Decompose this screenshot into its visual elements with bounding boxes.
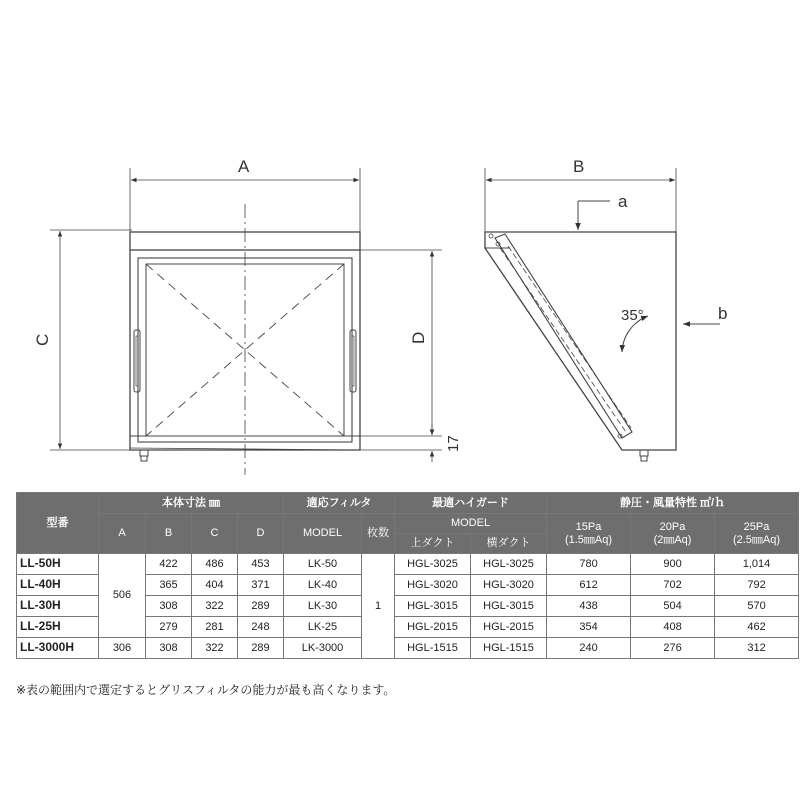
header-model: 型番: [17, 493, 99, 554]
cell-filter: LK-40: [284, 575, 362, 596]
cell-b: 422: [146, 554, 192, 575]
cell-d: 371: [238, 575, 284, 596]
label-d: D: [409, 331, 428, 344]
cell-p20: 504: [631, 596, 715, 617]
cell-p25: 570: [715, 596, 799, 617]
cell-top-duct: HGL-1515: [395, 638, 471, 659]
cell-a-merged: 506: [99, 554, 146, 638]
cell-filter: LK-25: [284, 617, 362, 638]
cell-side-duct: HGL-3025: [471, 554, 547, 575]
cell-p25: 312: [715, 638, 799, 659]
label-17: 17: [445, 435, 462, 452]
header-pressure: 静圧・風量特性 ㎥/ｈ: [547, 493, 799, 514]
cell-p20: 900: [631, 554, 715, 575]
cell-p25: 1,014: [715, 554, 799, 575]
label-a-arrow: a: [618, 192, 628, 211]
label-angle: 35°: [621, 307, 644, 324]
cell-top-duct: HGL-3020: [395, 575, 471, 596]
cell-model: LL-30H: [17, 596, 99, 617]
cell-c: 486: [192, 554, 238, 575]
header-p25: 25Pa (2.5㎜Aq): [715, 514, 799, 554]
cell-model: LL-3000H: [17, 638, 99, 659]
cell-c: 281: [192, 617, 238, 638]
cell-model: LL-40H: [17, 575, 99, 596]
label-b-width: B: [573, 157, 585, 176]
footnote: ※表の範囲内で選定するとグリスフィルタの能力が最も高くなります。: [16, 683, 396, 697]
cell-side-duct: HGL-3015: [471, 596, 547, 617]
cell-p15: 780: [547, 554, 631, 575]
cell-count-merged: 1: [362, 554, 395, 659]
cell-d: 248: [238, 617, 284, 638]
cell-p15: 612: [547, 575, 631, 596]
side-view: [485, 168, 720, 461]
cell-top-duct: HGL-2015: [395, 617, 471, 638]
slanted-filter-panel: [495, 234, 632, 438]
side-body-outline: [485, 232, 676, 450]
cell-p25: 792: [715, 575, 799, 596]
label-b-arrow: b: [718, 304, 728, 323]
cell-side-duct: HGL-1515: [471, 638, 547, 659]
cell-b: 279: [146, 617, 192, 638]
table-row: [17, 554, 799, 575]
cell-p20: 276: [631, 638, 715, 659]
cell-d: 289: [238, 638, 284, 659]
cell-c: 322: [192, 596, 238, 617]
cell-p15: 240: [547, 638, 631, 659]
cell-filter: LK-3000: [284, 638, 362, 659]
cell-p20: 408: [631, 617, 715, 638]
header-filter-count: 枚数: [362, 514, 395, 554]
cell-d: 453: [238, 554, 284, 575]
header-a: A: [99, 514, 146, 554]
cell-filter: LK-30: [284, 596, 362, 617]
cell-d: 289: [238, 596, 284, 617]
header-p15: 15Pa (1.5㎜Aq): [547, 514, 631, 554]
right-handle-icon: [350, 330, 356, 392]
header-body-dims: 本体寸法 ㎜: [99, 493, 284, 514]
cell-a: 306: [99, 638, 146, 659]
spec-table: [16, 492, 799, 659]
header-filter-model: MODEL: [284, 514, 362, 554]
cell-p25: 462: [715, 617, 799, 638]
label-c: C: [33, 333, 52, 346]
cell-c: 322: [192, 638, 238, 659]
cell-model: LL-25H: [17, 617, 99, 638]
cell-top-duct: HGL-3015: [395, 596, 471, 617]
header-c: C: [192, 514, 238, 554]
label-a: A: [238, 157, 250, 176]
header-hood-model: MODEL: [395, 514, 547, 534]
cell-p15: 438: [547, 596, 631, 617]
header-b: B: [146, 514, 192, 554]
cell-side-duct: HGL-3020: [471, 575, 547, 596]
cell-p20: 702: [631, 575, 715, 596]
header-hood: 最適ハイガード: [395, 493, 547, 514]
cell-b: 308: [146, 596, 192, 617]
cell-p15: 354: [547, 617, 631, 638]
cell-b: 365: [146, 575, 192, 596]
cell-filter: LK-50: [284, 554, 362, 575]
header-filter: 適応フィルタ: [284, 493, 395, 514]
header-p20: 20Pa (2㎜Aq): [631, 514, 715, 554]
side-drain-nozzle-icon: [640, 450, 648, 461]
cell-model: LL-50H: [17, 554, 99, 575]
cell-top-duct: HGL-3025: [395, 554, 471, 575]
header-top-duct: 上ダクト: [395, 534, 471, 554]
drain-nozzle-icon: [140, 450, 148, 461]
header-d: D: [238, 514, 284, 554]
cell-side-duct: HGL-2015: [471, 617, 547, 638]
cell-b: 308: [146, 638, 192, 659]
left-handle-icon: [134, 330, 140, 392]
cell-c: 404: [192, 575, 238, 596]
header-side-duct: 横ダクト: [471, 534, 547, 554]
front-view: [50, 168, 442, 475]
table-row: [17, 638, 799, 659]
